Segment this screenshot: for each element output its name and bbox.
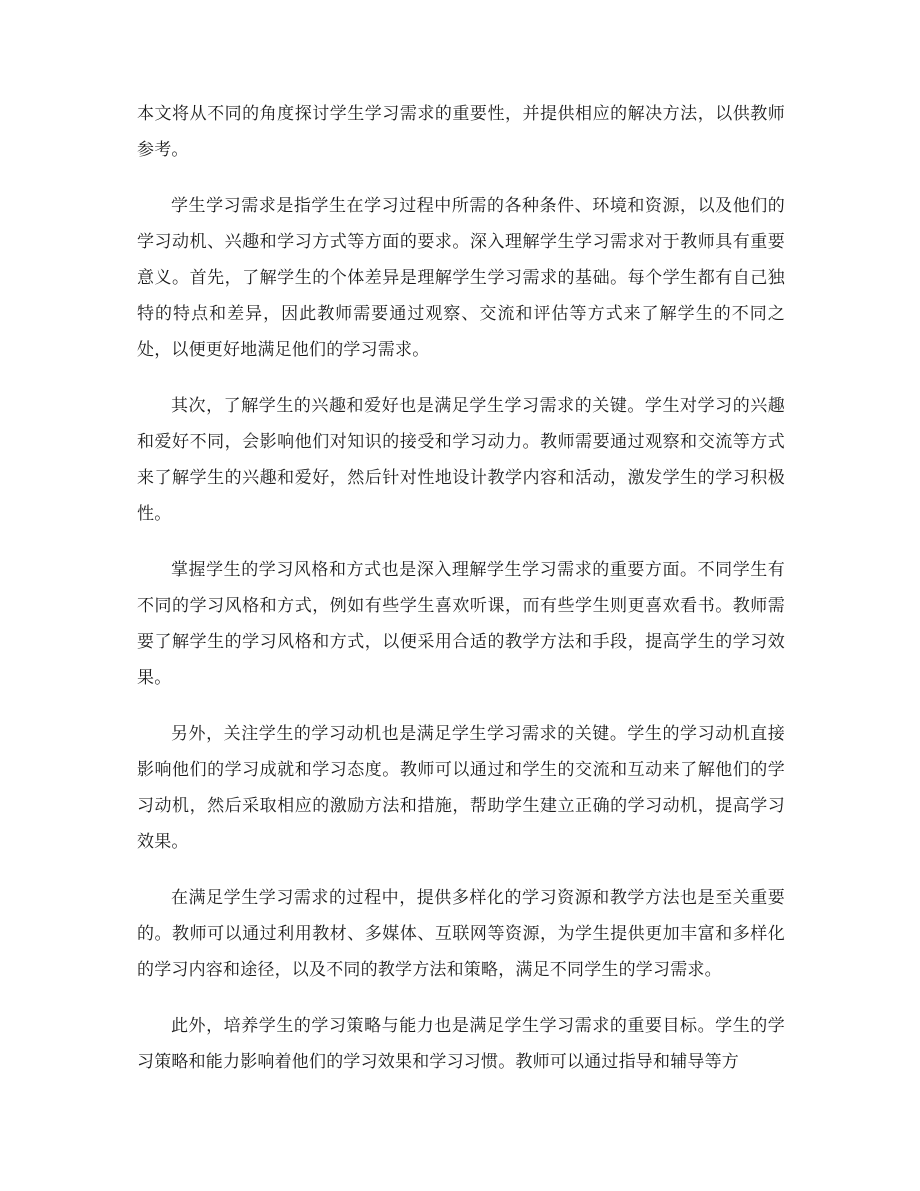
document-body [137, 96, 785, 1100]
paragraph-1: 本文将从不同的角度探讨学生学习需求的重要性，并提供相应的解决方法，以供教师参考。 [137, 104, 785, 160]
paragraph-2: 学生学习需求是指学生在学习过程中所需的各种条件、环境和资源，以及他们的学习动机、兴趣和学习方式等方面的要求。深入理解学生学习需求对于教师具有重要意义。首先，了解学生的个体差异是理解学生学习需求的基础。每个学生都有自己独特的特点和差异，因此教师需要通过观察、交流和评估等方式来了解学生的不同之处，以便更好地满足他们的学习需求。 [137, 196, 785, 360]
paragraph-3: 其次，了解学生的兴趣和爱好也是满足学生学习需求的关键。学生对学习的兴趣和爱好不同，会影响他们对知识的接受和学习动力。教师需要通过观察和交流等方式来了解学生的兴趣和爱好，然后针对性地设计教学内容和活动，激发学生的学习积极性。 [137, 396, 785, 524]
paragraph-5: 另外，关注学生的学习动机也是满足学生学习需求的关键。学生的学习动机直接影响他们的学习成就和学习态度。教师可以通过和学生的交流和互动来了解他们的学习动机，然后采取相应的激励方法和措施，帮助学生建立正确的学习动机，提高学习效果。 [137, 724, 785, 852]
paragraph-6: 在满足学生学习需求的过程中，提供多样化的学习资源和教学方法也是至关重要的。教师可以通过利用教材、多媒体、互联网等资源，为学生提供更加丰富和多样化的学习内容和途径，以及不同的教学方法和策略，满足不同学生的学习需求。 [137, 888, 785, 980]
paragraph-7: 此外，培养学生的学习策略与能力也是满足学生学习需求的重要目标。学生的学习策略和能力影响着他们的学习效果和学习习惯。教师可以通过指导和辅导等方 [137, 1016, 785, 1072]
paragraph-4: 掌握学生的学习风格和方式也是深入理解学生学习需求的重要方面。不同学生有不同的学习风格和方式，例如有些学生喜欢听课，而有些学生则更喜欢看书。教师需要了解学生的学习风格和方式，以便采用合适的教学方法和手段，提高学生的学习效果。 [137, 560, 785, 688]
